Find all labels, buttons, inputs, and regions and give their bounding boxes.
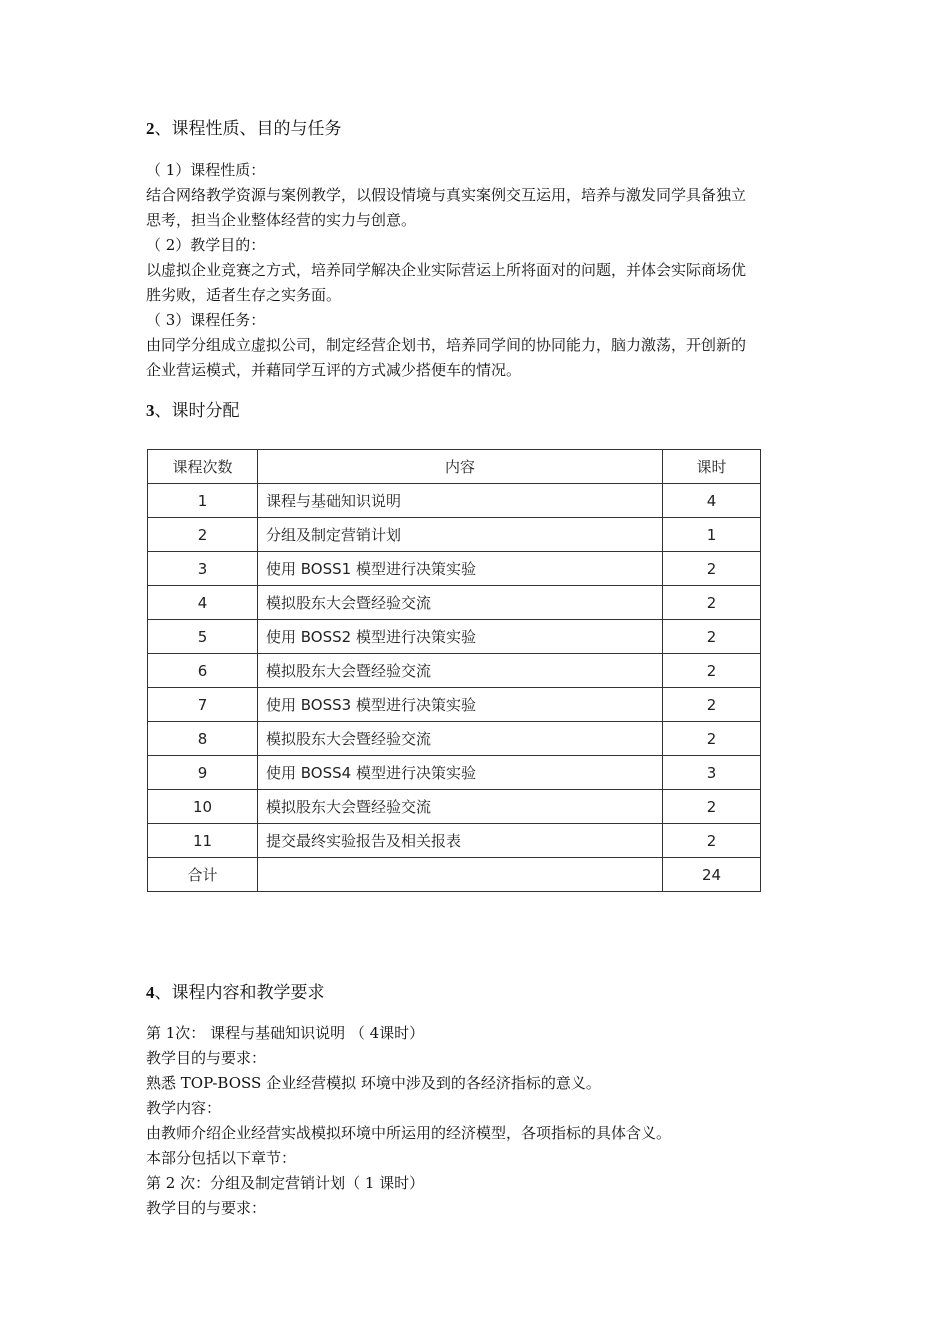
table-row [148,620,761,654]
cell-content: 模拟股东大会暨经验交流 [258,586,663,620]
section-3-title: 、课时分配 [154,401,240,421]
cell-session: 8 [148,722,258,756]
cell-content: 使用 BOSS2 模型进行决策实验 [258,620,663,654]
section-4-number: 4 [146,983,155,1002]
table-row [148,484,761,518]
table-row [148,654,761,688]
text-line: 熟悉 TOP-BOSS 企业经营模拟 环境中涉及到的各经济指标的意义。 [146,1074,601,1092]
cell-content: 分组及制定营销计划 [258,518,663,552]
table-row [148,722,761,756]
cell-hours: 2 [663,552,761,586]
table-row [148,586,761,620]
cell-session: 11 [148,824,258,858]
cell-session: 2 [148,518,258,552]
section-3-heading [146,396,240,421]
table-header-row [148,450,761,484]
cell-hours: 1 [663,518,761,552]
cell-hours: 2 [663,620,761,654]
cell-content: 课程与基础知识说明 [258,484,663,518]
section-4-title: 、课程内容和教学要求 [154,983,325,1003]
table-row [148,756,761,790]
text-line: （ 1）课程性质： [146,161,266,179]
cell-hours: 4 [663,484,761,518]
column-header-session: 课程次数 [148,450,258,484]
text-line: 思考，担当企业整体经营的实力与创意。 [146,211,417,229]
text-line: 结合网络教学资源与案例教学，以假设情境与真实案例交互运用，培养与激发同学具备独立 [146,186,747,204]
text-line: 由同学分组成立虚拟公司，制定经营企划书，培养同学间的协同能力，脑力激荡，开创新的 [146,336,747,354]
column-header-hours: 课时 [663,450,761,484]
text-line: 教学目的与要求： [146,1049,267,1067]
section-2-body [146,158,746,383]
cell-session: 7 [148,688,258,722]
section-2-heading [146,114,342,139]
cell-session: 10 [148,790,258,824]
text-line: 胜劣败，适者生存之实务面。 [146,286,342,304]
section-4-heading [146,978,325,1003]
text-line: 第 1次： 课程与基础知识说明 （ 4课时） [146,1024,425,1042]
section-4-body [146,1021,671,1221]
text-line: 以虚拟企业竞赛之方式，培养同学解决企业实际营运上所将面对的问题，并体会实际商场优 [146,261,747,279]
cell-hours: 2 [663,654,761,688]
cell-content: 模拟股东大会暨经验交流 [258,790,663,824]
cell-hours: 2 [663,586,761,620]
cell-session: 1 [148,484,258,518]
cell-hours: 2 [663,790,761,824]
table-row [148,824,761,858]
table-total-row [148,858,761,892]
cell-content: 模拟股东大会暨经验交流 [258,722,663,756]
column-header-content: 内容 [258,450,663,484]
cell-session: 4 [148,586,258,620]
cell-content: 提交最终实验报告及相关报表 [258,824,663,858]
text-line: 企业营运模式，并藉同学互评的方式减少搭便车的情况。 [146,361,522,379]
text-line: 教学内容： [146,1099,222,1117]
cell-hours: 2 [663,688,761,722]
cell-content: 使用 BOSS1 模型进行决策实验 [258,552,663,586]
cell-content: 使用 BOSS3 模型进行决策实验 [258,688,663,722]
text-line: 由教师介绍企业经营实战模拟环境中所运用的经济模型，各项指标的具体含义。 [146,1124,672,1142]
table-row [148,552,761,586]
text-line: （ 3）课程任务： [146,311,266,329]
text-line: （ 2）教学目的： [146,236,266,254]
class-hours-table [147,449,761,892]
table-row [148,518,761,552]
table-row [148,688,761,722]
cell-session: 3 [148,552,258,586]
cell-total-hours: 24 [663,858,761,892]
cell-content [258,858,663,892]
cell-hours: 3 [663,756,761,790]
cell-session: 5 [148,620,258,654]
text-line: 本部分包括以下章节： [146,1149,297,1167]
cell-content: 使用 BOSS4 模型进行决策实验 [258,756,663,790]
cell-session: 9 [148,756,258,790]
section-2-title: 、课程性质、目的与任务 [154,119,342,139]
section-3-number: 3 [146,401,155,420]
text-line: 第 2 次：分组及制定营销计划（ 1 课时） [146,1174,425,1192]
cell-content: 模拟股东大会暨经验交流 [258,654,663,688]
cell-hours: 2 [663,824,761,858]
table-row [148,790,761,824]
section-2-number: 2 [146,119,155,138]
cell-total-label: 合计 [148,858,258,892]
cell-session: 6 [148,654,258,688]
text-line: 教学目的与要求： [146,1199,267,1217]
cell-hours: 2 [663,722,761,756]
